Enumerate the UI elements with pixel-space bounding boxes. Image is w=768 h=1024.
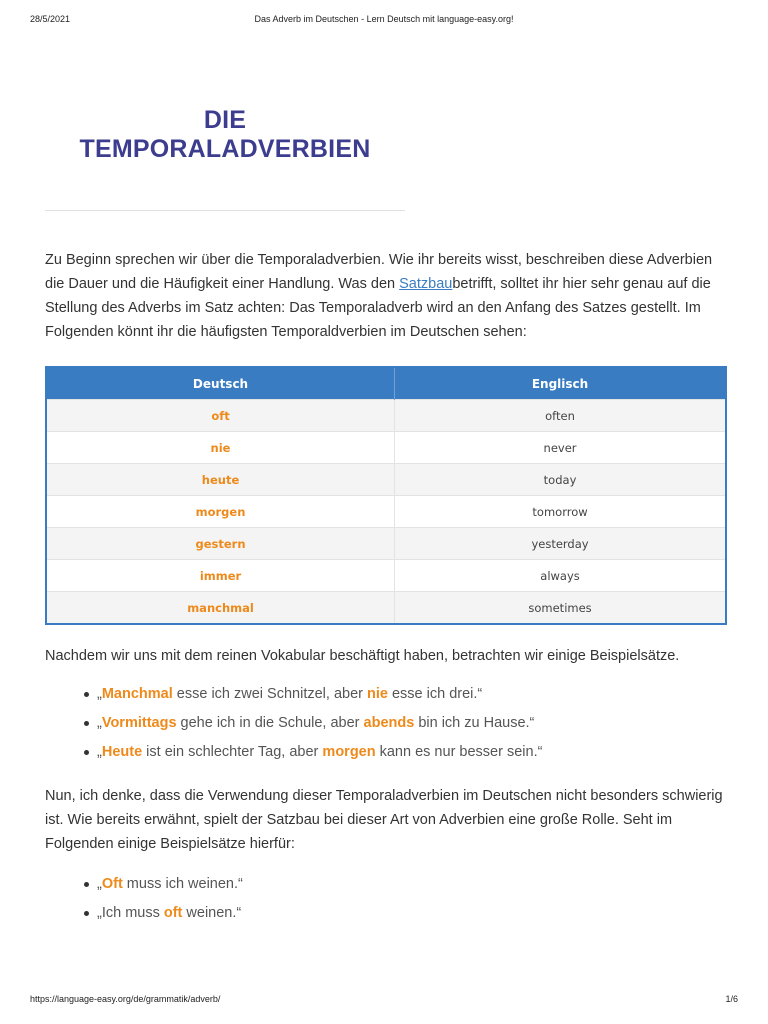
highlighted-adverb: oft bbox=[163, 905, 183, 921]
list-item bbox=[97, 875, 735, 904]
table-row bbox=[46, 400, 726, 432]
sentence-text: ist ein schlechter Tag, aber bbox=[142, 744, 323, 760]
list-item bbox=[97, 685, 735, 714]
table-cell-deutsch: heute bbox=[46, 464, 395, 496]
quote-open: „ bbox=[97, 686, 102, 702]
highlighted-adverb: Vormittags bbox=[101, 715, 177, 731]
print-footer bbox=[30, 994, 738, 1008]
page-title-line-2: TEMPORALADVERBIEN bbox=[79, 135, 371, 163]
highlighted-adverb: abends bbox=[363, 715, 415, 731]
table-cell-englisch: always bbox=[395, 560, 726, 592]
table-cell-englisch: today bbox=[395, 464, 726, 496]
table-cell-deutsch: morgen bbox=[46, 496, 395, 528]
page-number: 1/6 bbox=[725, 994, 738, 1004]
highlighted-adverb: nie bbox=[367, 686, 388, 702]
table-cell-deutsch: manchmal bbox=[46, 592, 395, 625]
vocabulary-paragraph: Nachdem wir uns mit dem reinen Vokabular beschäftigt haben, betrachten wir einige Beispielsätze. bbox=[45, 648, 680, 664]
highlighted-adverb: Heute bbox=[101, 744, 143, 760]
quote-open: „ bbox=[97, 715, 102, 731]
table-header-deutsch: Deutsch bbox=[46, 367, 395, 400]
table-row bbox=[46, 592, 726, 625]
page-title bbox=[45, 106, 405, 164]
intro-text-after-link: betrifft, solltet ihr hier sehr genau auf die Stellung des Adverbs im Satz achten: Das Temporaladverb wird an den Anfang des Satzes gestellt. Im Folgenden könnt ihr die häufigsten Temporaldverbien im Deutschen sehen: bbox=[45, 276, 711, 340]
sentence-text: „Ich muss bbox=[97, 905, 164, 921]
satzbau-link[interactable]: Satzbau bbox=[399, 276, 453, 292]
document-title: Das Adverb im Deutschen - Lern Deutsch mit language-easy.org! bbox=[254, 14, 514, 24]
highlighted-adverb: morgen bbox=[322, 744, 376, 760]
table-header-englisch: Englisch bbox=[395, 367, 726, 400]
highlighted-adverb: Oft bbox=[101, 876, 123, 892]
table-cell-englisch: never bbox=[395, 432, 726, 464]
table-cell-deutsch: immer bbox=[46, 560, 395, 592]
highlighted-adverb: Manchmal bbox=[101, 686, 173, 702]
print-date: 28/5/2021 bbox=[30, 14, 71, 24]
table-cell-deutsch: oft bbox=[46, 400, 395, 432]
title-divider bbox=[45, 210, 405, 211]
sentence-text: kann es nur besser sein.“ bbox=[375, 744, 543, 760]
word-order-examples-list bbox=[45, 875, 735, 933]
sentence-text: „ bbox=[97, 876, 102, 892]
table-cell-englisch: sometimes bbox=[395, 592, 726, 625]
page-url: https://language-easy.org/de/grammatik/adverb/ bbox=[30, 994, 221, 1004]
sentence-text: gehe ich in die Schule, aber bbox=[176, 715, 364, 731]
sentence-text: weinen.“ bbox=[182, 905, 242, 921]
table-cell-deutsch: gestern bbox=[46, 528, 395, 560]
table-cell-englisch: yesterday bbox=[395, 528, 726, 560]
quote-open: „ bbox=[97, 744, 102, 760]
sentence-text: esse ich zwei Schnitzel, aber bbox=[172, 686, 367, 702]
table-row bbox=[46, 432, 726, 464]
example-sentences-list bbox=[45, 685, 735, 772]
table-row bbox=[46, 528, 726, 560]
list-item bbox=[97, 714, 735, 743]
sentence-text: muss ich weinen.“ bbox=[122, 876, 243, 892]
table-cell-englisch: tomorrow bbox=[395, 496, 726, 528]
page-title-line-1: DIE bbox=[203, 106, 247, 134]
list-item bbox=[97, 743, 735, 772]
list-item bbox=[97, 904, 735, 933]
sentence-structure-paragraph: Nun, ich denke, dass die Verwendung dieser Temporaladverbien im Deutschen nicht besonders schwierig ist. Wie bereits erwähnt, spielt der Satzbau bei dieser Art von Adverbien eine große Rolle. Seht im Folgenden einige Beispielsätze hierfür: bbox=[45, 788, 723, 852]
intro-text-before-link: Zu Beginn sprechen wir über die Temporaladverbien. Wie ihr bereits wisst, beschreiben diese Adverbien die Dauer und die Häufigkeit einer Handlung. Was den bbox=[45, 252, 713, 292]
table-row bbox=[46, 464, 726, 496]
sentence-text: esse ich drei.“ bbox=[387, 686, 483, 702]
intro-paragraph bbox=[45, 248, 735, 344]
table-row bbox=[46, 560, 726, 592]
table-row bbox=[46, 496, 726, 528]
table-header-row bbox=[46, 367, 726, 400]
temporal-adverbs-table bbox=[45, 366, 727, 625]
sentence-text: bin ich zu Hause.“ bbox=[414, 715, 535, 731]
print-header bbox=[30, 14, 738, 28]
table-cell-deutsch: nie bbox=[46, 432, 395, 464]
table-cell-englisch: often bbox=[395, 400, 726, 432]
